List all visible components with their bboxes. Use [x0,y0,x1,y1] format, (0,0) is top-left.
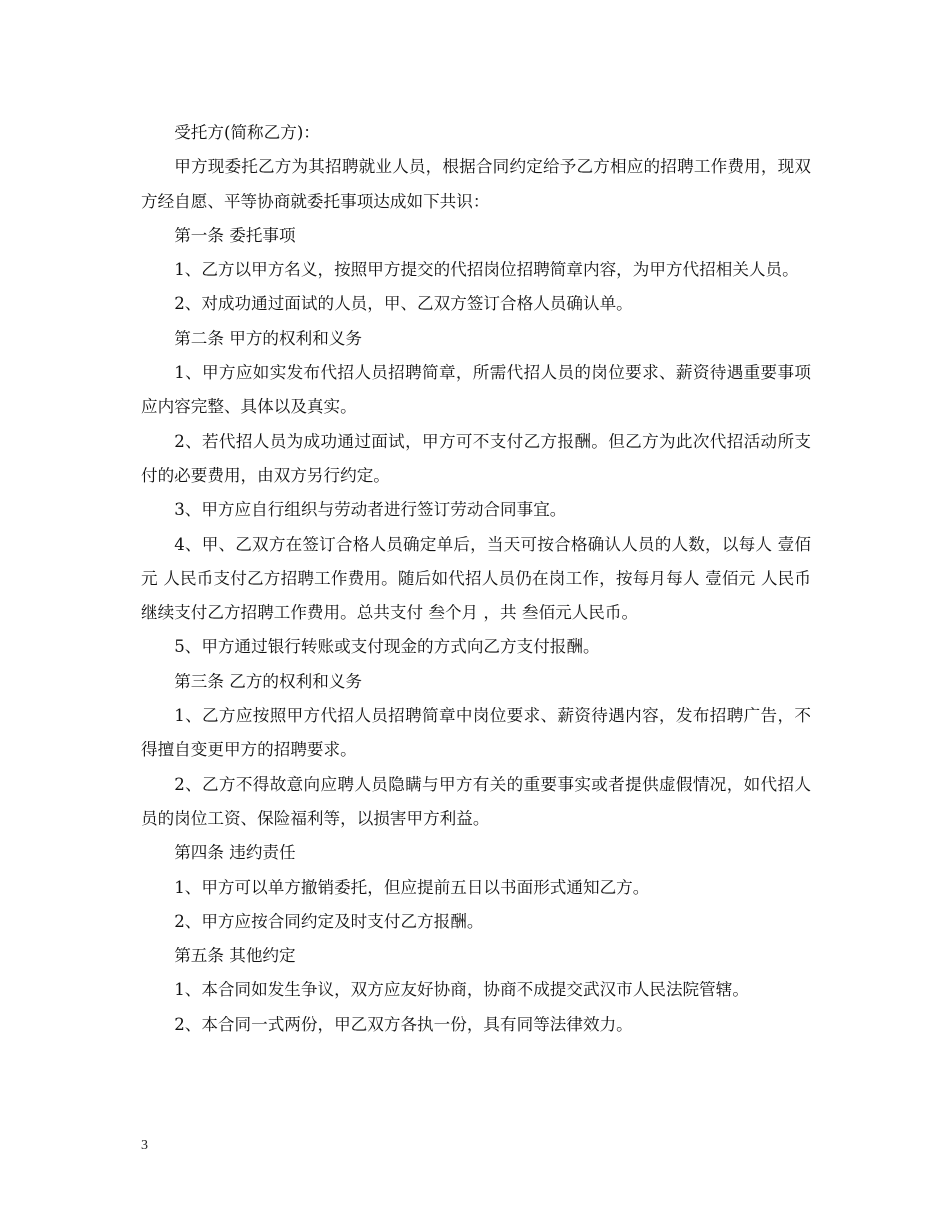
article-4-clause-2: 2、甲方应按合同约定及时支付乙方报酬。 [174,911,484,931]
article-2-heading: 第二条 甲方的权利和义务 [174,328,362,348]
article-2-clause-3: 3、甲方应自行组织与劳动者进行签订劳动合同事宜。 [174,500,567,520]
article-2-clause-2: 2、若代招人员为成功通过面试，甲方可不支付乙方报酬。但乙方为此次代招活动所支付的必要费用，由双方另行约定。 [141,431,811,485]
article-5-clause-1: 1、本合同如发生争议，双方应友好协商，协商不成提交武汉市人民法院管辖。 [174,980,749,1000]
party-b-line: 受托方(简称乙方)： [174,123,320,142]
article-1-clause-2: 2、对成功通过面试的人员，甲、乙双方签订合格人员确认单。 [174,294,633,314]
article-2-clause-4: 4、甲、乙双方在签订合格人员确定单后，当天可按合格确认人员的人数，以每人 壹佰元 人民币支付乙方招聘工作费用。随后如代招人员仍在岗工作，按每月每人 壹佰元 人民币继续支付乙方招聘工作费用。总共支付 叁个月 ，共 叁佰元人民币。 [141,534,811,623]
preamble-paragraph: 甲方现委托乙方为其招聘就业人员，根据合同约定给予乙方相应的招聘工作费用，现双方经自愿、平等协商就委托事项达成如下共识： [141,157,811,211]
article-5-heading: 第五条 其他约定 [174,946,296,966]
article-4-heading: 第四条 违约责任 [174,843,296,863]
article-3-heading: 第三条 乙方的权利和义务 [174,671,362,691]
article-1-clause-1: 1、乙方以甲方名义，按照甲方提交的代招岗位招聘简章内容，为甲方代招相关人员。 [174,260,799,280]
article-1-heading: 第一条 委托事项 [174,225,296,245]
article-3-clause-1: 1、乙方应按照甲方代招人员招聘简章中岗位要求、薪资待遇内容，发布招聘广告，不得擅自变更甲方的招聘要求。 [141,706,811,760]
document-body [141,116,811,1042]
page-number: 3 [141,1138,148,1153]
article-3-clause-2: 2、乙方不得故意向应聘人员隐瞒与甲方有关的重要事实或者提供虚假情况，如代招人员的岗位工资、保险福利等，以损害甲方利益。 [141,774,811,828]
article-4-clause-1: 1、甲方可以单方撤销委托，但应提前五日以书面形式通知乙方。 [174,877,650,897]
article-2-clause-5: 5、甲方通过银行转账或支付现金的方式向乙方支付报酬。 [174,637,600,657]
article-5-clause-2: 2、本合同一式两份，甲乙双方各执一份，具有同等法律效力。 [174,1014,633,1034]
article-2-clause-1: 1、甲方应如实发布代招人员招聘简章，所需代招人员的岗位要求、薪资待遇重要事项应内容完整、具体以及真实。 [141,363,811,417]
